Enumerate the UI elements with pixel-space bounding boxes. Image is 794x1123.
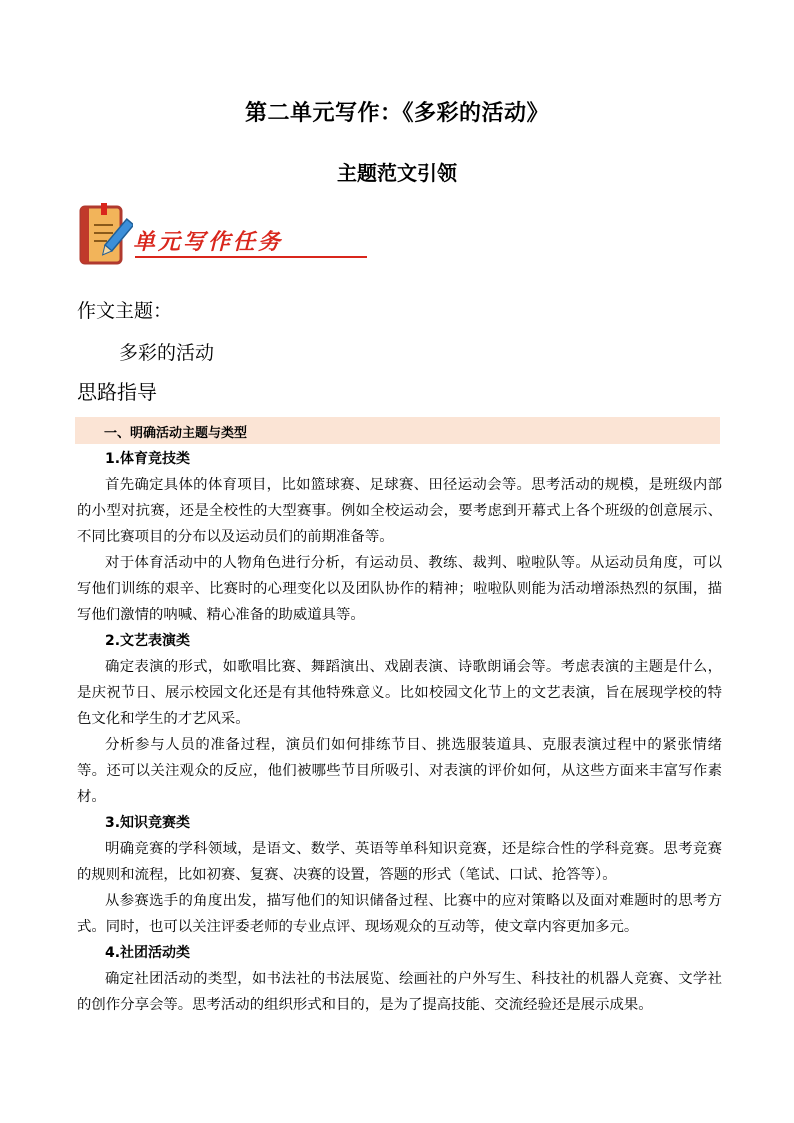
section-header [75,417,720,444]
paragraph: 分析参与人员的准备过程，演员们如何排练节目、挑选服装道具、克服表演过程中的紧张情绪等。还可以关注观众的反应，他们被哪些节目所吸引、对表演的评价如何，从这些方面来丰富写作素材。 [77,737,722,805]
paragraph: 明确竞赛的学科领域，是语文、数学、英语等单科知识竞赛，还是综合性的学科竞赛。思考竞赛的规则和流程，比如初赛、复赛、决赛的设置，答题的形式（笔试、口试、抢答等）。 [77,841,722,883]
document-title: 第二单元写作：《多彩的活动》 [244,101,549,126]
paragraph: 确定社团活动的类型，如书法社的书法展览、绘画社的户外写生、科技社的机器人竞赛、文学社的创作分享会等。思考活动的组织形式和目的，是为了提高技能、交流经验还是展示成果。 [77,971,722,1013]
section-content [77,446,722,1018]
section-title: 一、明确活动主题与类型 [104,426,248,441]
banner-underline [135,256,367,258]
banner-label: 单元写作任务 [133,230,284,255]
topic-value: 多彩的活动 [119,342,215,364]
notebook-pen-icon [77,203,133,269]
subsection-heading: 3.知识竞赛类 [105,815,191,831]
unit-writing-task-banner [77,203,317,269]
paragraph: 确定表演的形式，如歌唱比赛、舞蹈演出、戏剧表演、诗歌朗诵会等。考虑表演的主题是什么，是庆祝节日、展示校园文化还是有其他特殊意义。比如校园文化节上的文艺表演，旨在展现学校的特色文化和学生的才艺风采。 [77,659,722,727]
paragraph: 对于体育活动中的人物角色进行分析，有运动员、教练、裁判、啦啦队等。从运动员角度，可以写他们训练的艰辛、比赛时的心理变化以及团队协作的精神；啦啦队则能为活动增添热烈的氛围，描写他们激情的呐喊、精心准备的助威道具等。 [77,555,722,623]
paragraph: 从参赛选手的角度出发，描写他们的知识储备过程、比赛中的应对策略以及面对难题时的思考方式。同时，也可以关注评委老师的专业点评、现场观众的互动等，使文章内容更加多元。 [77,893,722,935]
topic-heading: 作文主题： [77,300,173,322]
document-subtitle: 主题范文引领 [337,161,457,185]
paragraph: 首先确定具体的体育项目，比如篮球赛、足球赛、田径运动会等。思考活动的规模，是班级内部的小型对抗赛，还是全校性的大型赛事。例如全校运动会，要考虑到开幕式上各个班级的创意展示、不同比赛项目的分布以及运动员们的前期准备等。 [77,477,722,545]
subsection-heading: 2.文艺表演类 [105,633,191,649]
subsection-heading: 1.体育竞技类 [105,451,191,467]
guide-heading: 思路指导 [77,380,157,404]
subsection-heading: 4.社团活动类 [105,945,191,961]
